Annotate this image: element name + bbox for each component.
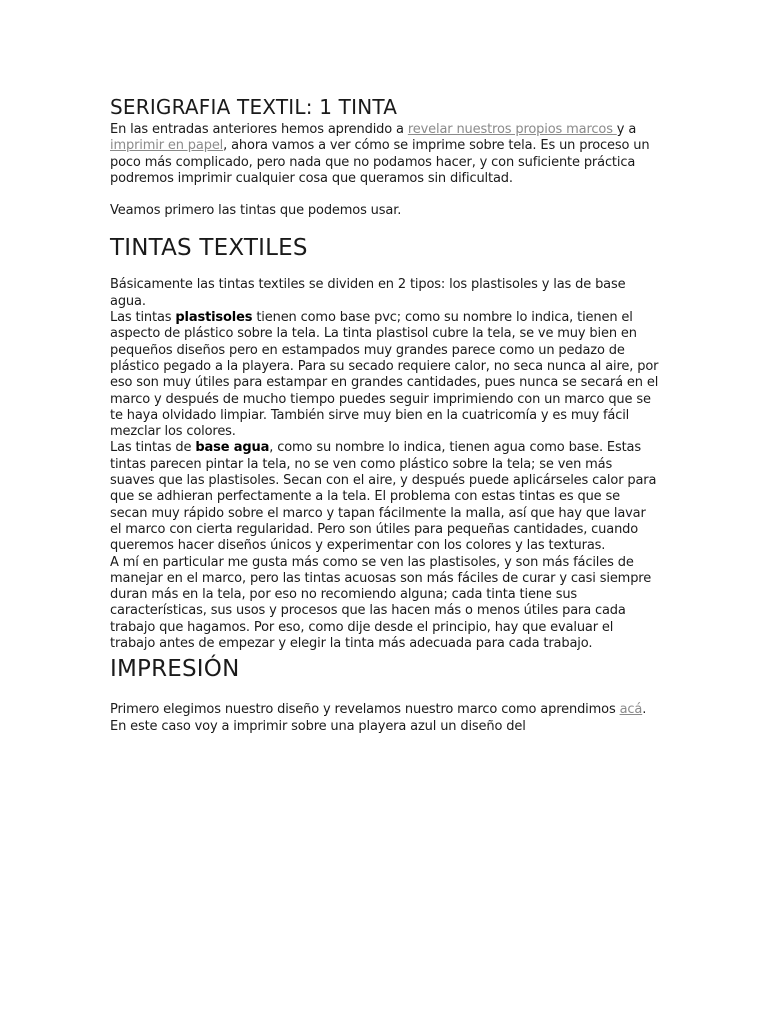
link-revelar-marcos[interactable]: revelar nuestros propios marcos bbox=[407, 122, 617, 137]
section-heading-tintas: TINTAS TEXTILES bbox=[110, 235, 308, 262]
impresion-text-a: Primero elegimos nuestro diseño y revelamos nuestro marco como aprendimos bbox=[110, 702, 620, 718]
document-body bbox=[110, 92, 660, 735]
link-aca[interactable]: acá bbox=[619, 702, 643, 718]
base-agua-bold: base agua bbox=[195, 440, 270, 456]
page-title: SERIGRAFIA TEXTIL: 1 TINTA bbox=[110, 95, 398, 119]
base-agua-text-b: , como su nombre lo indica, tienen agua como base. Estas tintas parecen pintar la tela, no se ven como plástico sobre la tela; se ven más suaves que las plastisoles. Secan con el aire, y después puede aplicárseles calor para que se adhieran perfectamente a la tela. El problema con estas tintas es que se secan muy rápido sobre el marco y tapan fácilmente la malla, así que hay que lavar el marco con cierta regularidad. Pero son útiles para pequeñas cantidades, cuando queremos hacer diseños únicos y experimentar con los colores y las texturas. bbox=[110, 440, 657, 554]
plastisoles-text-a: Las tintas bbox=[110, 310, 176, 326]
spacer bbox=[110, 265, 660, 277]
section-heading-impresion: IMPRESIÓN bbox=[110, 656, 240, 683]
spacer bbox=[110, 219, 660, 231]
spacer bbox=[110, 187, 660, 203]
base-agua-text-a: Las tintas de bbox=[110, 440, 196, 456]
impresion-text-b: . En este caso voy a imprimir sobre una playera azul un diseño del bbox=[110, 702, 647, 734]
tintas-paragraph-base-agua bbox=[110, 440, 660, 554]
plastisoles-text-b: tienen como base pvc; como su nombre lo indica, tienen el aspecto de plástico sobre la tela. La tinta plastisol cubre la tela, se ve muy bien en pequeños diseños pero en estampados muy grandes parece como un pedazo de plástico pegado a la playera. Para su secado requiere calor, no seca nunca al aire, por eso son muy útiles para estampar en grandes cantidades, pues nunca se secará en el marco y después de mucho tiempo puedes seguir imprimiendo con un marco que se te haya olvidado limpiar. También sirve muy bien en la cuatricomía y es muy fácil mezclar los colores. bbox=[110, 310, 659, 440]
intro-text-1: En las entradas anteriores hemos aprendido a bbox=[110, 122, 408, 137]
intro-text-2: y a bbox=[616, 122, 637, 137]
plastisoles-bold: plastisoles bbox=[175, 310, 253, 326]
spacer bbox=[110, 686, 660, 702]
impresion-paragraph-1 bbox=[110, 702, 660, 735]
tintas-paragraph-opinion: A mí en particular me gusta más como se ven las plastisoles, y son más fáciles de manejar en el marco, pero las tintas acuosas son más fáciles de curar y casi siempre duran más en la tela, por eso no recomiendo alguna; cada tinta tiene sus características, sus usos y procesos que las hacen más o menos útiles para cada trabajo que hagamos. Por eso, como dije desde el principio, hay que evaluar el trabajo antes de empezar y elegir la tinta más adecuada para cada trabajo. bbox=[110, 554, 652, 652]
link-imprimir-papel[interactable]: imprimir en papel bbox=[110, 138, 224, 154]
intro-paragraph bbox=[110, 122, 660, 187]
tintas-paragraph-plastisoles bbox=[110, 310, 660, 440]
intro-paragraph-2: Veamos primero las tintas que podemos usar. bbox=[110, 203, 402, 219]
intro-text-3: , ahora vamos a ver cómo se imprime sobre tela. Es un proceso un poco más complicado, pero nada que no podamos hacer, y con suficiente práctica podremos imprimir cualquier cosa que queramos sin dificultad. bbox=[110, 138, 650, 186]
tintas-paragraph-1: Básicamente las tintas textiles se dividen en 2 tipos: los plastisoles y las de base agua. bbox=[110, 277, 626, 309]
